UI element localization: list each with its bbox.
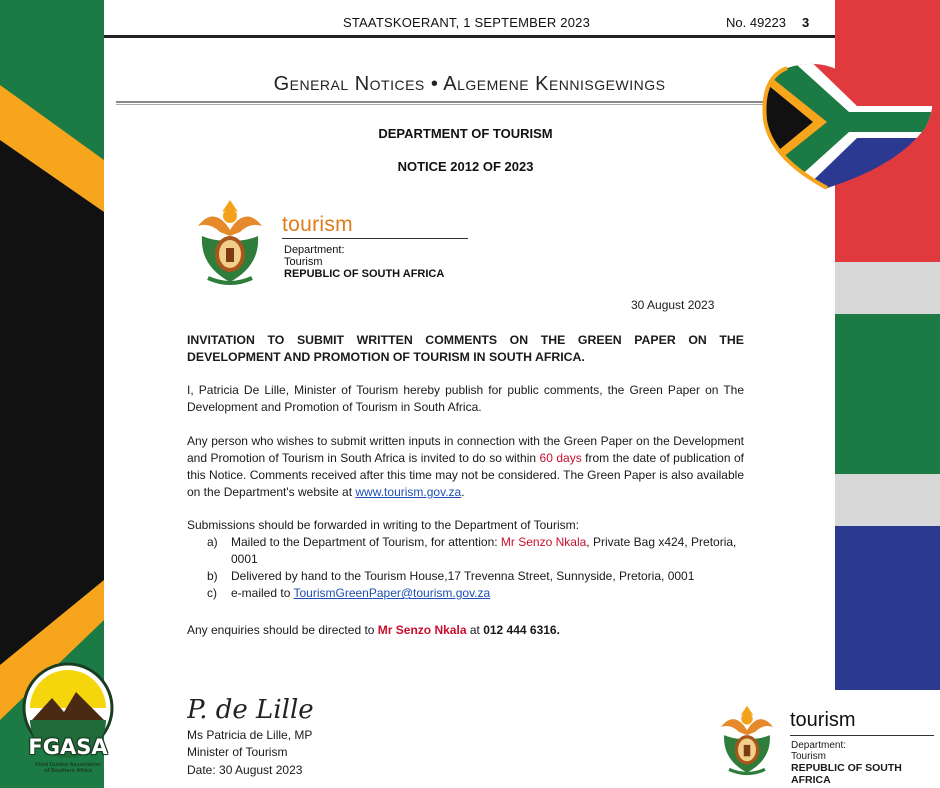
gazette-title: STAATSKOERANT, 1 SEPTEMBER 2023 — [343, 15, 591, 30]
flag-green-band — [835, 314, 940, 474]
coat-of-arms-icon — [716, 696, 778, 784]
notice-headline: INVITATION TO SUBMIT WRITTEN COMMENTS ON THE GREEN PAPER ON THE DEVELOPMENT AND PROMOTION OF TOURISM IN SOUTH AFRICA. — [187, 333, 744, 364]
fgasa-subtitle: Field Guides Association of Southern Africa — [35, 762, 101, 774]
signatory-title: Minister of Tourism — [187, 745, 288, 759]
letterhead-republic: REPUBLIC OF SOUTH AFRICA — [791, 762, 902, 786]
heart-flag-icon — [757, 48, 935, 201]
flag-white-band — [835, 262, 940, 314]
department-heading: DEPARTMENT OF TOURISM — [378, 126, 553, 141]
fgasa-logo — [18, 662, 118, 784]
enquiries-phone: 012 444 6316. — [483, 623, 560, 637]
list-item: c) e-mailed to TourismGreenPaper@tourism.gov.za — [207, 586, 491, 600]
letterhead-department: Department: — [791, 740, 847, 751]
handwritten-signature — [187, 694, 327, 726]
submissions-intro: Submissions should be forwarded in writing to the Department of Tourism: — [187, 518, 579, 532]
signatory-name: Ms Patricia de Lille, MP — [187, 728, 313, 742]
gazette-header — [104, 15, 835, 33]
deadline-days: 60 days — [539, 451, 582, 465]
letterhead-rule — [282, 238, 468, 239]
letterhead-republic: REPUBLIC OF SOUTH AFRICA — [284, 268, 445, 280]
letterhead-department: Department: — [284, 244, 345, 256]
notice-date: 30 August 2023 — [631, 298, 715, 312]
tourism-wordmark: tourism — [282, 213, 353, 236]
gazette-page — [104, 0, 835, 788]
page-number: 3 — [802, 15, 810, 30]
submission-methods-list — [187, 534, 747, 602]
paragraph-invitation: Any person who wishes to submit written inputs in connection with the Green Paper on the Development and Promotion of Tourism in South Africa is invited to do so within 60 days from the date of publication of this Notice. Comments received after this time may not be considered. The Green Paper is also available on the Department's website at www.tourism.gov.za. — [187, 434, 745, 499]
svg-text:P. de Lille: P. de Lille — [187, 695, 314, 725]
fgasa-wordmark: FGASA — [28, 735, 108, 759]
header-rule — [104, 35, 835, 38]
tourism-letterhead-panel — [712, 690, 940, 788]
section-rule — [116, 101, 835, 103]
enquiries-contact-name: Mr Senzo Nkala — [377, 623, 467, 637]
section-rule — [116, 104, 835, 105]
coat-of-arms-icon — [192, 196, 268, 293]
list-item: a) Mailed to the Department of Tourism, for attention: Mr Senzo Nkala, Private Bag x424, Pretoria, 0001 — [207, 535, 737, 566]
signature-block — [187, 694, 327, 777]
paragraph-publish: I, Patricia De Lille, Minister of Tourism hereby publish for public comments, the Green Paper on The Development and Promotion of Tourism in South Africa. — [187, 383, 744, 414]
tourism-wordmark: tourism — [790, 709, 856, 731]
website-link[interactable]: www.tourism.gov.za — [355, 485, 462, 499]
enquiries-line: Any enquiries should be directed to Mr Senzo Nkala at 012 444 6316. — [187, 623, 560, 637]
signature-date: Date: 30 August 2023 — [187, 763, 303, 777]
contact-name: Mr Senzo Nkala — [500, 535, 587, 549]
gazette-number: No. 49223 — [726, 15, 786, 30]
letterhead-tourism: Tourism — [284, 256, 323, 268]
email-link[interactable]: TourismGreenPaper@tourism.gov.za — [293, 586, 491, 600]
letterhead-rule — [790, 735, 934, 736]
notice-number: NOTICE 2012 OF 2023 — [397, 159, 534, 174]
letterhead-tourism: Tourism — [791, 751, 827, 762]
section-title: General Notices • Algemene Kennisgewings — [273, 73, 666, 95]
list-item: b) Delivered by hand to the Tourism House,17 Trevenna Street, Sunnyside, Pretoria, 0001 — [207, 569, 695, 583]
flag-white-band — [835, 474, 940, 526]
